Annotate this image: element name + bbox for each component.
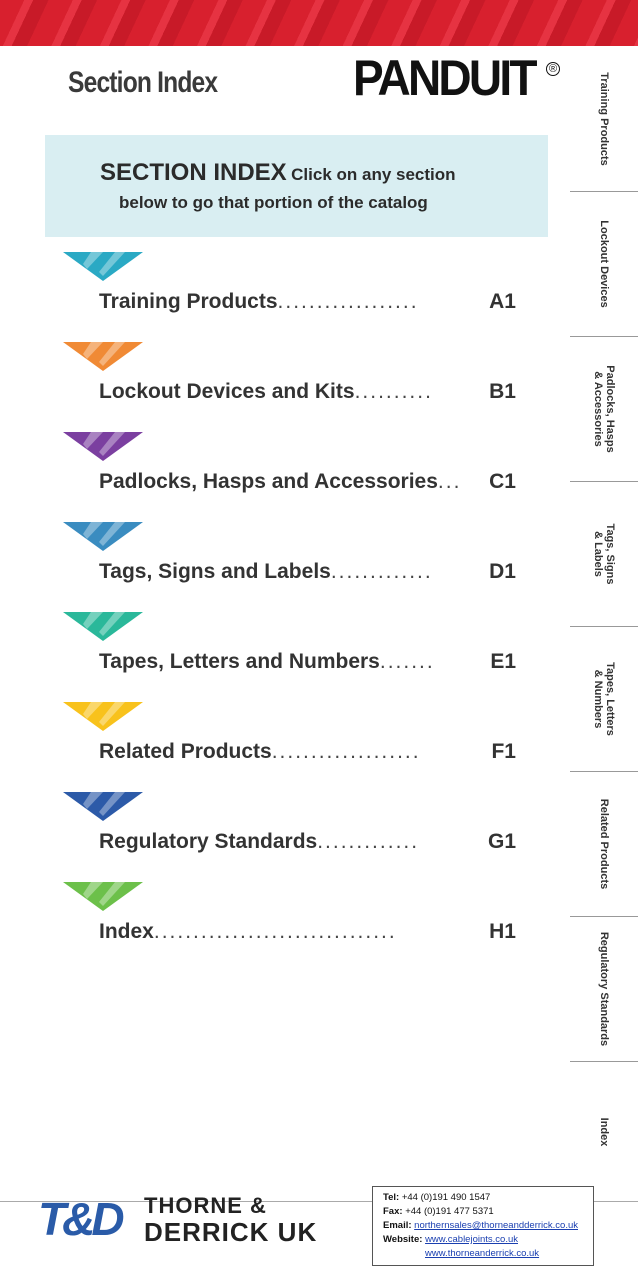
section-row xyxy=(99,290,516,320)
email-link[interactable]: northernsales@thorneandderrick.co.uk xyxy=(414,1220,578,1231)
section-row xyxy=(99,380,516,410)
side-tab-label: Tags, Signs & Labels xyxy=(592,523,616,584)
section-marker-icon xyxy=(63,432,143,461)
section-code: B1 xyxy=(489,380,516,403)
side-tab-label: Regulatory Standards xyxy=(598,931,610,1046)
fax-value: +44 (0)191 477 5371 xyxy=(405,1206,494,1217)
side-tab-tapes-letters[interactable] xyxy=(570,626,638,771)
top-decorative-band xyxy=(0,0,638,46)
section-marker-icon xyxy=(63,252,143,281)
section-code: E1 xyxy=(490,650,516,673)
section-code: C1 xyxy=(489,470,516,493)
panduit-logo xyxy=(353,52,563,104)
company-name-line-1: THORNE & xyxy=(144,1193,267,1218)
section-name: Padlocks, Hasps and Accessories xyxy=(99,470,438,493)
section-leader-dots: ... xyxy=(437,470,462,493)
section-leader-dots: ....... xyxy=(379,650,435,673)
side-tab-related-products[interactable] xyxy=(570,771,638,916)
section-marker-icon xyxy=(63,342,143,371)
section-code: D1 xyxy=(489,560,516,583)
section-link-lockout-devices[interactable] xyxy=(0,342,560,432)
section-link-regulatory-standards[interactable] xyxy=(0,792,560,882)
section-row xyxy=(99,560,516,590)
banner-instruction-1: Click on any section xyxy=(291,165,456,184)
marker-triangle xyxy=(63,612,143,641)
side-tab-label: Lockout Devices xyxy=(598,219,610,308)
section-marker-icon xyxy=(63,702,143,731)
section-leader-dots: ............................... xyxy=(153,920,397,943)
company-name-line-2: DERRICK UK xyxy=(144,1217,318,1247)
thorne-derrick-logo xyxy=(38,1190,368,1250)
fax-label: Fax: xyxy=(383,1206,403,1217)
section-name: Regulatory Standards xyxy=(99,830,318,853)
section-name: Tapes, Letters and Numbers xyxy=(99,650,380,673)
email-label: Email: xyxy=(383,1220,412,1231)
section-name: Related Products xyxy=(99,740,272,763)
side-tab-training-products[interactable] xyxy=(570,46,638,191)
section-marker-icon xyxy=(63,612,143,641)
website-line-2 xyxy=(383,1247,593,1261)
section-leader-dots: ............. xyxy=(317,830,420,853)
section-leader-dots: ............. xyxy=(330,560,433,583)
section-code: A1 xyxy=(489,290,516,313)
page-title: Section Index xyxy=(68,66,218,99)
side-tab-label: Training Products xyxy=(598,71,610,166)
website-label: Website: xyxy=(383,1234,423,1245)
section-code: G1 xyxy=(487,830,516,853)
section-link-tapes-letters[interactable] xyxy=(0,612,560,702)
marker-triangle xyxy=(63,432,143,461)
email-line xyxy=(383,1219,593,1233)
section-link-index[interactable] xyxy=(0,882,560,972)
section-name: Index xyxy=(99,920,154,943)
website-link-thorneandderrick[interactable]: www.thorneanderrick.co.uk xyxy=(425,1248,540,1259)
side-tab-lockout-devices[interactable] xyxy=(570,191,638,336)
section-code: F1 xyxy=(491,740,516,763)
section-row xyxy=(99,830,516,860)
tel-line xyxy=(383,1191,593,1205)
side-tab-label: Related Products xyxy=(598,798,610,889)
td-logo-mark: T&D xyxy=(38,1193,121,1245)
section-code: H1 xyxy=(489,920,516,943)
section-leader-dots: ................... xyxy=(271,740,421,763)
panduit-logo-text: PANDUIT xyxy=(353,50,535,106)
marker-triangle xyxy=(63,522,143,551)
side-tab-regulatory-standards[interactable] xyxy=(570,916,638,1061)
section-marker-icon xyxy=(63,522,143,551)
section-row xyxy=(99,740,516,770)
tel-value: +44 (0)191 490 1547 xyxy=(401,1192,491,1203)
registered-mark: ® xyxy=(546,62,560,76)
section-name: Lockout Devices and Kits xyxy=(99,380,355,403)
section-marker-icon xyxy=(63,792,143,821)
marker-triangle xyxy=(63,792,143,821)
section-link-tags-signs[interactable] xyxy=(0,522,560,612)
website-line xyxy=(383,1233,593,1247)
section-row xyxy=(99,470,516,500)
section-link-training-products[interactable] xyxy=(0,252,560,342)
contact-info-box xyxy=(372,1186,594,1266)
website-link-cablejoints[interactable]: www.cablejoints.co.uk xyxy=(425,1234,518,1245)
section-link-padlocks[interactable] xyxy=(0,432,560,522)
section-leader-dots: .......... xyxy=(354,380,433,403)
banner-title: SECTION INDEX xyxy=(100,159,287,186)
side-tab-index[interactable] xyxy=(570,1061,638,1203)
side-tab-tags-signs[interactable] xyxy=(570,481,638,626)
section-name: Tags, Signs and Labels xyxy=(99,560,331,583)
side-tab-label: Padlocks, Hasps & Accessories xyxy=(592,364,616,453)
side-tab-rail xyxy=(570,46,638,1203)
fax-line xyxy=(383,1205,593,1219)
banner-instruction-2: below to go that portion of the catalog xyxy=(119,193,428,212)
side-tab-padlocks[interactable] xyxy=(570,336,638,481)
section-name: Training Products xyxy=(99,290,278,313)
marker-triangle xyxy=(63,882,143,911)
section-marker-icon xyxy=(63,882,143,911)
tel-label: Tel: xyxy=(383,1192,400,1203)
side-tab-label: Tapes, Letters & Numbers xyxy=(592,661,616,736)
marker-triangle xyxy=(63,342,143,371)
marker-triangle xyxy=(63,702,143,731)
section-link-related-products[interactable] xyxy=(0,702,560,792)
banner-line-1 xyxy=(100,159,456,187)
marker-triangle xyxy=(63,252,143,281)
section-leader-dots: .................. xyxy=(277,290,419,313)
side-tab-label: Index xyxy=(598,1117,610,1147)
section-row xyxy=(99,920,516,950)
section-row xyxy=(99,650,516,680)
section-index-banner xyxy=(45,135,548,237)
